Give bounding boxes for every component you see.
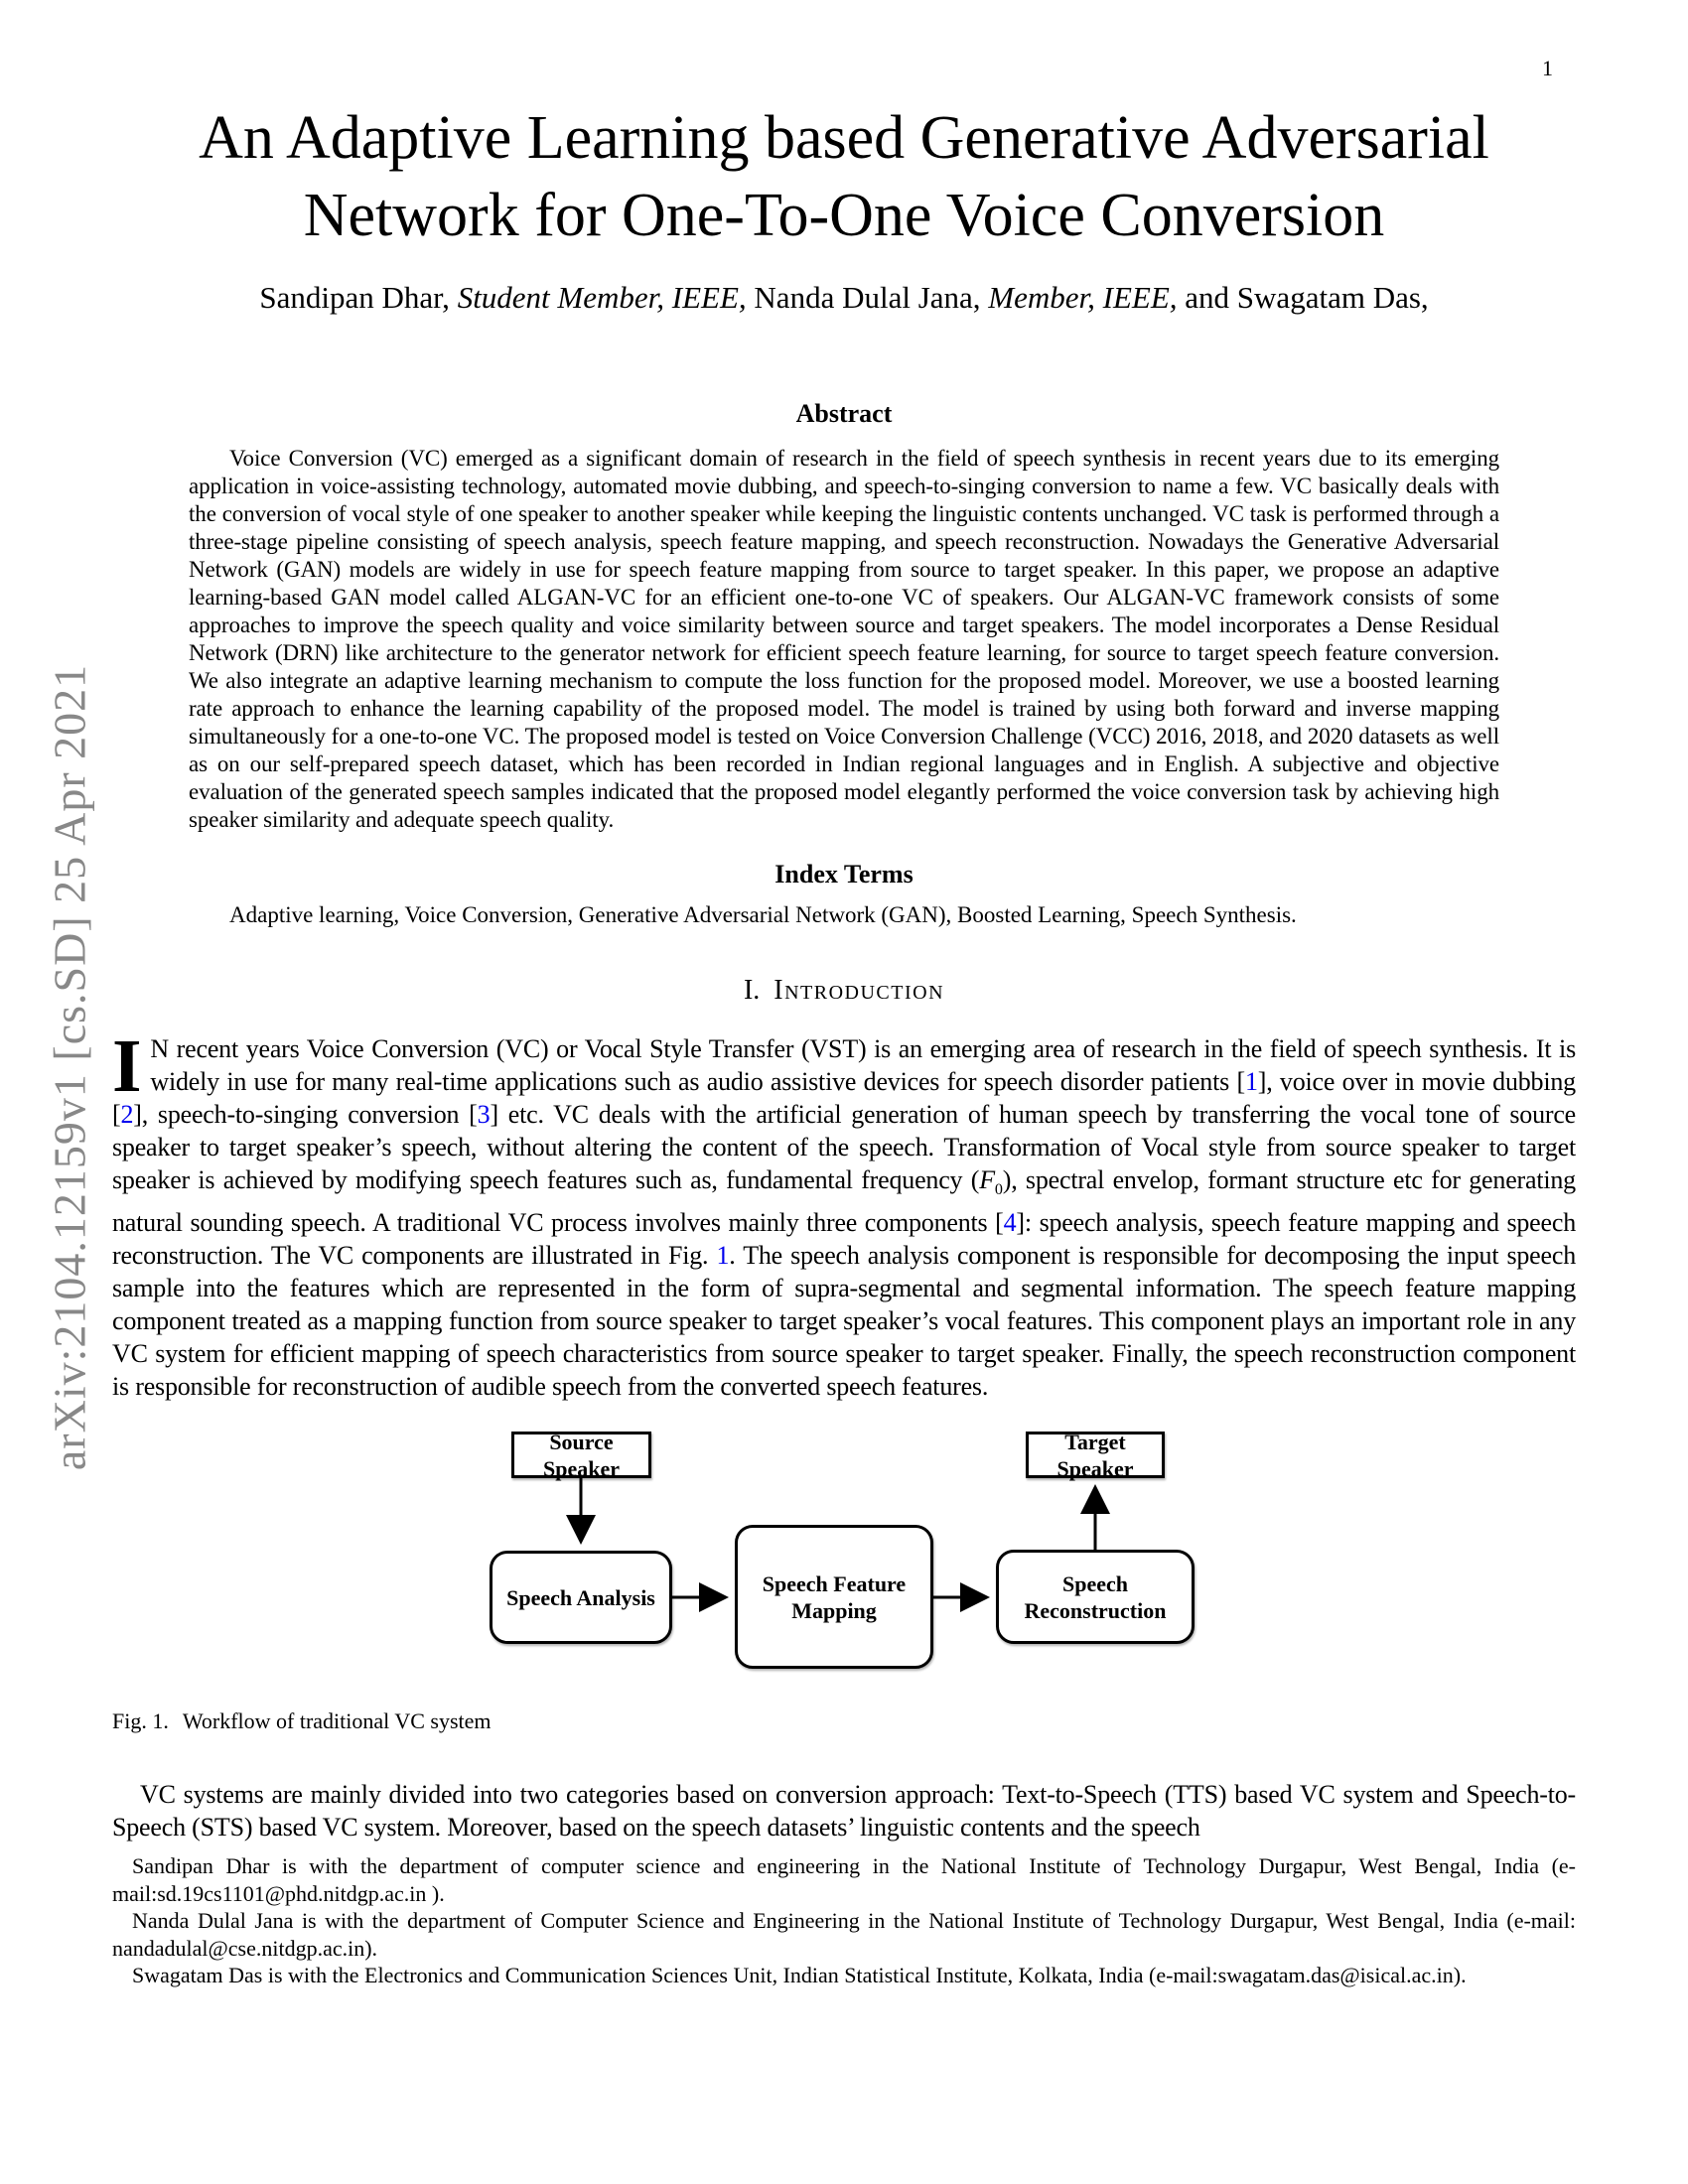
text-segment: ], speech-to-singing conversion [ xyxy=(133,1100,478,1129)
title-line-2: Network for One-To-One Voice Conversion xyxy=(303,182,1385,249)
author-footnotes xyxy=(112,1852,1576,1989)
abstract-heading: Abstract xyxy=(795,399,893,428)
section-title: Introduction xyxy=(774,975,945,1006)
author-line xyxy=(112,280,1576,316)
text-segment: . The speech analysis component is responsible for decomposing the input speech sample into the features which are represented in the form of supra-segmental and segmental information. The speech feature mapping component treated as a mapping function from source speaker to target speaker’s vocal features. This component plays an important role in any VC system for efficient mapping of speech characteristics from source speaker to target speaker. Finally, the speech reconstruction component is responsible for reconstruction of audible speech from the converted speech features. xyxy=(112,1241,1576,1402)
citation-link[interactable]: 4 xyxy=(1003,1208,1017,1238)
text-segment: ), spectral envelop, formant structure etc for generating natural sounding speech. A traditional VC process involves mainly three components [ xyxy=(112,1165,1576,1238)
index-terms-text: Adaptive learning, Voice Conversion, Generative Adversarial Network (GAN), Boosted Learning, Speech Synthesis. xyxy=(229,902,1297,927)
text-segment: Nanda Dulal Jana, xyxy=(746,280,989,315)
text-segment: F xyxy=(979,1165,995,1194)
text-segment: ], voice over in movie dubbing [ xyxy=(112,1067,1576,1129)
index-terms-heading: Index Terms xyxy=(774,860,914,888)
body-paragraph-2: VC systems are mainly divided into two categories based on conversion approach: Text-to-Speech (TTS) based VC system and Speech-to-Speech (STS) based VC system. Moreover, based on the speech datasets’ linguistic contents and the speech xyxy=(112,1780,1576,1843)
text-segment: Member, IEEE, xyxy=(988,280,1178,315)
footnote-author-3: Swagatam Das is with the Electronics and Communication Sciences Unit, Indian Statistical Institute, Kolkata, India (e-mail:swagatam.das@isical.ac.in). xyxy=(132,1963,1467,1988)
page-number: 1 xyxy=(1542,56,1553,80)
text-segment: 0 xyxy=(994,1181,1003,1199)
figure-box-speech-reconstruction: Speech Reconstruction xyxy=(996,1550,1195,1644)
figure-box-target-speaker: Target Speaker xyxy=(1026,1432,1165,1478)
dropcap-letter: I xyxy=(112,1024,142,1108)
figure-box-source-speaker: Source Speaker xyxy=(511,1432,651,1478)
figure-caption-text: Workflow of traditional VC system xyxy=(182,1708,492,1734)
figure-box-speech-feature-mapping: Speech Feature Mapping xyxy=(735,1525,933,1669)
text-segment: ] etc. VC deals with the artificial generation of human speech by transferring the vocal tone of source speaker to target speaker’s speech, without altering the content of the speech. Transformation of Vocal style from source speaker to target speaker is achieved by modifying speech features such as, fundamental frequency ( xyxy=(112,1100,1577,1194)
text-segment: and Swagatam Das, xyxy=(1177,280,1429,315)
citation-link[interactable]: 1 xyxy=(1244,1067,1258,1096)
footnote-author-2: Nanda Dulal Jana is with the department of Computer Science and Engineering in the National Institute of Technology Durgapur, West Bengal, India (e-mail: nandadulal@cse.nitdgp.ac.in). xyxy=(112,1908,1576,1961)
section-number: I. xyxy=(743,975,761,1006)
paper-title xyxy=(112,99,1576,254)
figure-caption xyxy=(112,1708,1576,1734)
title-line-1: An Adaptive Learning based Generative Adversarial xyxy=(199,104,1489,172)
citation-link[interactable]: 3 xyxy=(477,1100,491,1129)
text-segment: ]: speech analysis, speech feature mapping and speech reconstruction. The VC components are illustrated in Fig. xyxy=(112,1208,1576,1271)
figure-box-speech-analysis: Speech Analysis xyxy=(490,1551,672,1644)
citation-link[interactable]: 2 xyxy=(120,1100,134,1129)
introduction-paragraph xyxy=(112,1024,1577,1403)
section-heading-introduction xyxy=(112,975,1576,1007)
figure-1-diagram xyxy=(112,1409,1576,1679)
text-segment: Sandipan Dhar, xyxy=(259,280,458,315)
introduction-text xyxy=(112,1024,1577,1402)
footnote-author-1: Sandipan Dhar is with the department of computer science and engineering in the National Institute of Technology Durgapur, West Bengal, India (e-mail:sd.19cs1101@phd.nitdgp.ac.in ). xyxy=(112,1853,1576,1906)
text-segment: Student Member, IEEE, xyxy=(457,280,747,315)
citation-link[interactable]: 1 xyxy=(716,1241,730,1271)
abstract-text: Voice Conversion (VC) emerged as a significant domain of research in the field of speech synthesis in recent years due to its emerging application in voice-assisting technology, automated movie dubbing, and speech-to-singing conversion to name a few. VC basically deals with the conversion of vocal style of one speaker to another speaker while keeping the linguistic contents unchanged. VC task is performed through a three-stage pipeline consisting of speech analysis, speech feature mapping, and speech reconstruction. Nowadays the Generative Adversarial Network (GAN) models are widely in use for speech feature mapping from source to target speaker. In this paper, we propose an adaptive learning-based GAN model called ALGAN-VC for an efficient one-to-one VC of speakers. Our ALGAN-VC framework consists of some approaches to improve the speech quality and voice similarity between source and target speakers. The model incorporates a Dense Residual Network (DRN) like architecture to the generator network for efficient speech feature learning, for source to target speech feature conversion. We also integrate an adaptive learning mechanism to compute the loss function for the proposed model. Moreover, we use a boosted learning rate approach to enhance the learning capability of the proposed model. The model is trained by using both forward and inverse mapping simultaneously for a one-to-one VC. The proposed model is tested on Voice Conversion Challenge (VCC) 2016, 2018, and 2020 datasets as well as on our self-prepared speech dataset, which has been recorded in Indian regional languages and in English. A subjective and objective evaluation of the generated speech samples indicated that the proposed model elegantly performed the voice conversion task by achieving high speaker similarity and adequate speech quality. xyxy=(189,446,1499,832)
text-segment: N recent years Voice Conversion (VC) or Vocal Style Transfer (VST) is an emerging area of research in the field of speech synthesis. It is widely in use for many real-time applications such as audio assistive devices for speech disorder patients [ xyxy=(150,1034,1576,1096)
arxiv-watermark: arXiv:2104.12159v1 [cs.SD] 25 Apr 2021 xyxy=(44,663,95,1471)
figure-caption-label: Fig. 1. xyxy=(112,1708,169,1734)
